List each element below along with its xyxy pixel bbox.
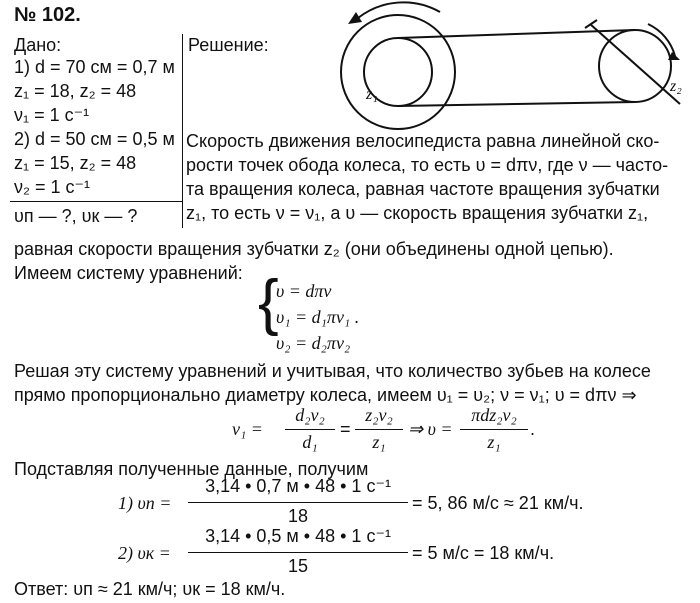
substituting-text: Подставляя полученные данные, получим — [14, 459, 369, 479]
calc1-result: = 5, 86 м/с ≈ 21 км/ч. — [412, 493, 584, 513]
system-intro: Имеем систему уравнений: — [14, 263, 243, 283]
given-title: Дано: — [14, 35, 62, 55]
system-eq: υ₁ = d₁πν₁ . — [276, 307, 360, 327]
fraction-denominator: z₁ — [487, 432, 501, 452]
answer: Ответ: υп ≈ 21 км/ч; υк = 18 км/ч. — [14, 579, 286, 599]
wheel-rim — [341, 15, 455, 129]
problem-number: № 102. — [14, 4, 81, 26]
fraction-bar — [355, 429, 403, 430]
label-z1: z₁ — [366, 86, 378, 103]
fraction-bar — [188, 552, 408, 553]
solution-line: равная скорости вращения зубчатки z₂ (они объединены одной цепью). — [14, 239, 614, 259]
calc2-lhs: 2) υк = — [118, 543, 171, 563]
solution-line: Решая эту систему уравнений и учитывая, что количество зубьев на колесе — [14, 361, 651, 381]
given-line: z₁ = 15, z₂ = 48 — [14, 153, 137, 173]
solution-line: Скорость движения велосипедиста равна линейной ско- — [186, 131, 660, 151]
system-eq: υ = dπν — [276, 281, 332, 301]
fraction-numerator: z₂ν₂ — [365, 405, 393, 425]
chain-bottom — [398, 102, 635, 106]
solution-line: z₁, то есть ν = ν₁, а υ — скорость вращения зубчатки z₁, — [186, 203, 649, 223]
calc1-numerator: 3,14 • 0,7 м • 48 • 1 с⁻¹ — [205, 476, 391, 496]
arrow-icon — [348, 12, 362, 24]
formula-lhs: ν₁ = — [232, 419, 263, 439]
solution-line: прямо пропорционально диаметру колеса, имеем υ₁ = υ₂; ν = ν₁; υ = dπν ⇒ — [14, 385, 637, 405]
unknowns: υп — ?, υк — ? — [14, 206, 138, 226]
fraction-numerator: πdz₂ν₂ — [471, 405, 517, 425]
fraction-denominator: d₁ — [302, 432, 318, 452]
fraction-numerator: d₂ν₂ — [295, 405, 325, 425]
formula-eq: = — [340, 419, 351, 439]
calc2-numerator: 3,14 • 0,5 м • 48 • 1 с⁻¹ — [205, 526, 391, 546]
spoke-tick — [585, 20, 597, 28]
rotation-arc-z2 — [648, 24, 675, 56]
formula-end: . — [530, 419, 536, 439]
label-z2: z₂ — [670, 78, 682, 95]
system-brace: { — [258, 268, 279, 337]
spoke-line — [590, 24, 680, 104]
given-line: 1) d = 70 см = 0,7 м — [14, 57, 175, 77]
system-eq: υ₂ = d₂πν₂ — [276, 333, 351, 353]
solution-line: рости точек обода колеса, то есть υ = dπν, где ν — часто- — [186, 155, 669, 175]
calc1-lhs: 1) υп = — [118, 493, 172, 513]
fraction-bar — [460, 429, 528, 430]
solution-line: та вращения колеса, равная частоте вращения зубчатки — [186, 179, 660, 199]
fraction-bar — [188, 502, 408, 503]
fraction-denominator: z₁ — [372, 432, 386, 452]
solution-title: Решение: — [188, 35, 269, 55]
formula-arrow: ⇒ υ = — [408, 419, 453, 439]
calc2-denominator: 15 — [287, 556, 309, 576]
given-line: ν₂ = 1 с⁻¹ — [14, 177, 91, 197]
given-line: ν₁ = 1 с⁻¹ — [14, 105, 90, 125]
given-line: 2) d = 50 см = 0,5 м — [14, 129, 175, 149]
given-line: z₁ = 18, z₂ = 48 — [14, 81, 137, 101]
calc1-denominator: 18 — [287, 506, 309, 526]
calc2-result: = 5 м/с = 18 км/ч. — [412, 543, 555, 563]
fraction-bar — [285, 429, 335, 430]
